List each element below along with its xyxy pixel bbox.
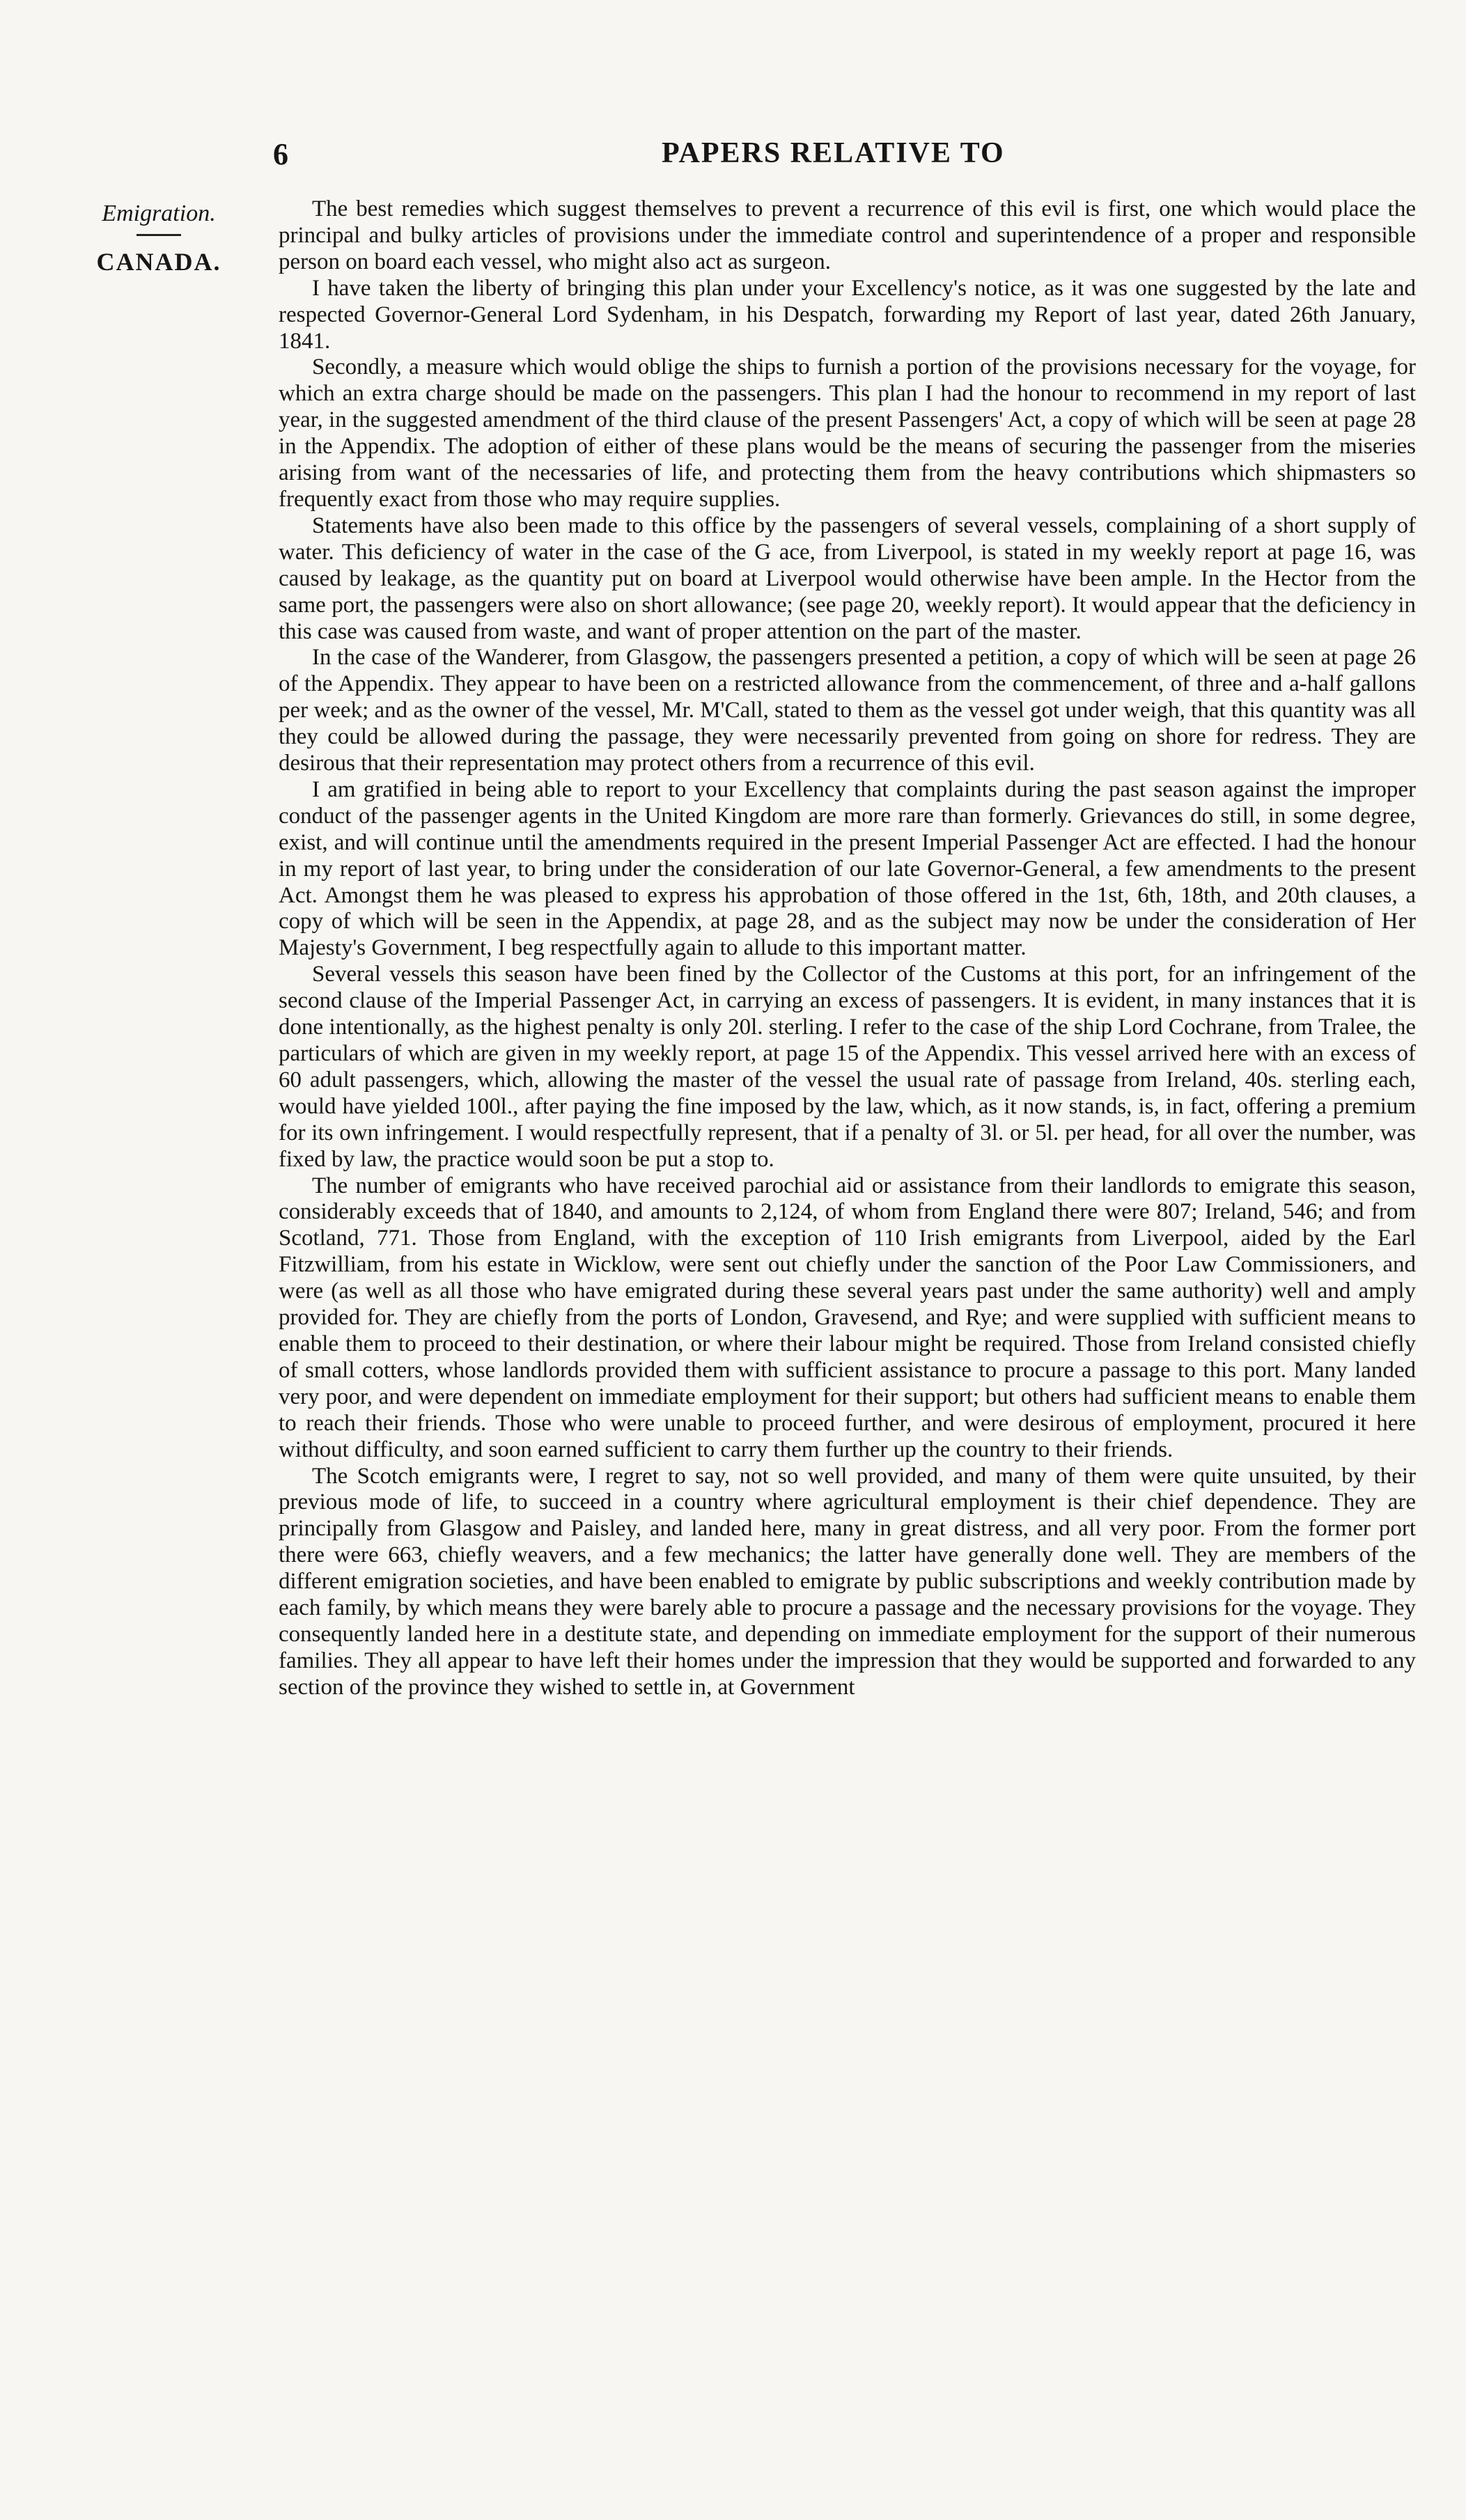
paragraph-sydenham-plan: I have taken the liberty of bringing this plan under your Excellency's notice, as it was one suggested by the late and respected Governor-General Lord Sydenham, in his Despatch, forwarding my Report of last year, dated 26th January, 1841. [279,275,1416,354]
paragraph-fines: Several vessels this season have been fined by the Collector of the Customs at this port, for an infringement of the second clause of the Imperial Passenger Act, in carrying an excess of passengers. It is evident, in many instances that it is done intentionally, as the highest penalty is only 20l. sterling. I refer to the case of the ship Lord Cochrane, from Tralee, the particulars of which are given in my weekly report, at page 15 of the Appendix. This vessel arrived here with an excess of 60 adult passengers, which, allowing the master of the vessel the usual rate of passage from Ireland, 40s. sterling each, would have yielded 100l., after paying the fine imposed by the law, which, as it now stands, is, in fact, offering a premium for its own infringement. I would respectfully represent, that if a penalty of 3l. or 5l. per head, for all over the number, was fixed by law, the practice would soon be put a stop to. [279,962,1416,1172]
paragraph-scotch-emigrants: The Scotch emigrants were, I regret to say, not so well provided, and many of them were quite unsuited, by their previous mode of life, to succeed in a country where agricultural employment is their chief dependence. They are principally from Glasgow and Paisley, and landed here, many in great distress, and all very poor. From the former port there were 663, chiefly weavers, and a few mechanics; the latter have generally done well. They are members of the different emigration societies, and have been enabled to emigrate by public subscriptions and weekly contribution made by each family, by which means they were barely able to procure a passage and the necessary provisions for the voyage. They consequently landed here in a destitute state, and depending on immediate employment for the support of their numerous families. They all appear to have left their homes under the impression that they would be supported and forwarded to any section of the province they wished to settle in, at Government [279,1463,1416,1700]
paragraph-water-supply: Statements have also been made to this office by the passengers of several vessels, complaining of a short supply of water. This deficiency of water in the case of the G ace, from Liverpool, is stated in my weekly report at page 16, was caused by leakage, as the quantity put on board at Liverpool would otherwise have been ample. In the Hector from the same port, the passengers were also on short allowance; (see page 20, weekly report). It would appear that the deficiency in this case was caused from waste, and want of proper attention on the part of the master. [279,512,1416,644]
paragraph-emigrant-numbers: The number of emigrants who have received parochial aid or assistance from their landlords to emigrate this season, considerably exceeds that of 1840, and amounts to 2,124, of whom from England there were 807; Ireland, 546; and from Scotland, 771. Those from England, with the exception of 110 Irish emigrants from Liverpool, aided by the Earl Fitzwilliam, from his estate in Wicklow, were sent out chiefly under the sanction of the Poor Law Commissioners, and were (as well as all those who have emigrated during these several years past under the same authority) well and amply provided for. They are chiefly from the ports of London, Gravesend, and Rye; and were supplied with sufficient means to enable them to proceed to their destination, or where their labour might be required. Those from Ireland consisted chiefly of small cotters, whose landlords provided them with sufficient assistance to procure a passage to this port. Many landed very poor, and were dependent on immediate employment for their support; but others had sufficient means to enable them to reach their friends. Those who were unable to proceed further, and were desirous of employment, procured it here without difficulty, and soon earned sufficient to carry them further up the country to their friends. [279,1173,1416,1462]
paragraph-passenger-agents: I am gratified in being able to report to your Excellency that complaints during the past season against the improper conduct of the passenger agents in the United Kingdom are more rare than formerly. Grievances do still, in some degree, exist, and will continue until the amendments required in the present Imperial Passenger Act are effected. I had the honour in my report of last year, to bring under the consideration of our late Governor-General, a few amendments to the present Act. Amongst them he was pleased to express his approbation of those offered in the 1st, 6th, 18th, and 20th clauses, a copy of which will be seen in the Appendix, at page 28, and as the subject may now be under the consideration of Her Majesty's Government, I beg respectfully again to allude to this important matter. [279,776,1416,961]
page-number: 6 [273,137,288,171]
body-text [279,196,1416,1701]
paragraph-wanderer: In the case of the Wanderer, from Glasgow, the passengers presented a petition, a copy of which will be seen at page 26 of the Appendix. They appear to have been on a restricted allowance from the commencement, of three and a-half gallons per week; and as the owner of the vessel, Mr. M'Call, stated to them as the vessel got under weigh, that this quantity was all they could be allowed during the passage, they were necessarily prevented from going on shore for redress. They are desirous that their representation may protect others from a recurrence of this evil. [279,645,1416,776]
margin-region: CANADA. [96,248,221,276]
paragraph-provisions-measure: Secondly, a measure which would oblige the ships to furnish a portion of the provisions necessary for the voyage, for which an extra charge should be made on the passengers. This plan I had the honour to recommend in my report of last year, in the suggested amendment of the third clause of the present Passengers' Act, a copy of which will be seen at page 28 in the Appendix. The adoption of either of these plans would be the means of securing the passenger from the miseries arising from want of the necessaries of life, and protecting them from the heavy contributions which shipmasters so frequently exact from those who may require supplies. [279,354,1416,512]
margin-rule [137,234,181,236]
running-head: PAPERS RELATIVE TO [662,137,1005,169]
margin-note [89,201,228,276]
paragraph-remedies: The best remedies which suggest themselves to prevent a recurrence of this evil is first, one which would place the principal and bulky articles of provisions under the immediate control and superintendence of a proper and responsible person on board each vessel, who might also act as surgeon. [279,196,1416,274]
margin-topic: Emigration. [102,201,216,226]
